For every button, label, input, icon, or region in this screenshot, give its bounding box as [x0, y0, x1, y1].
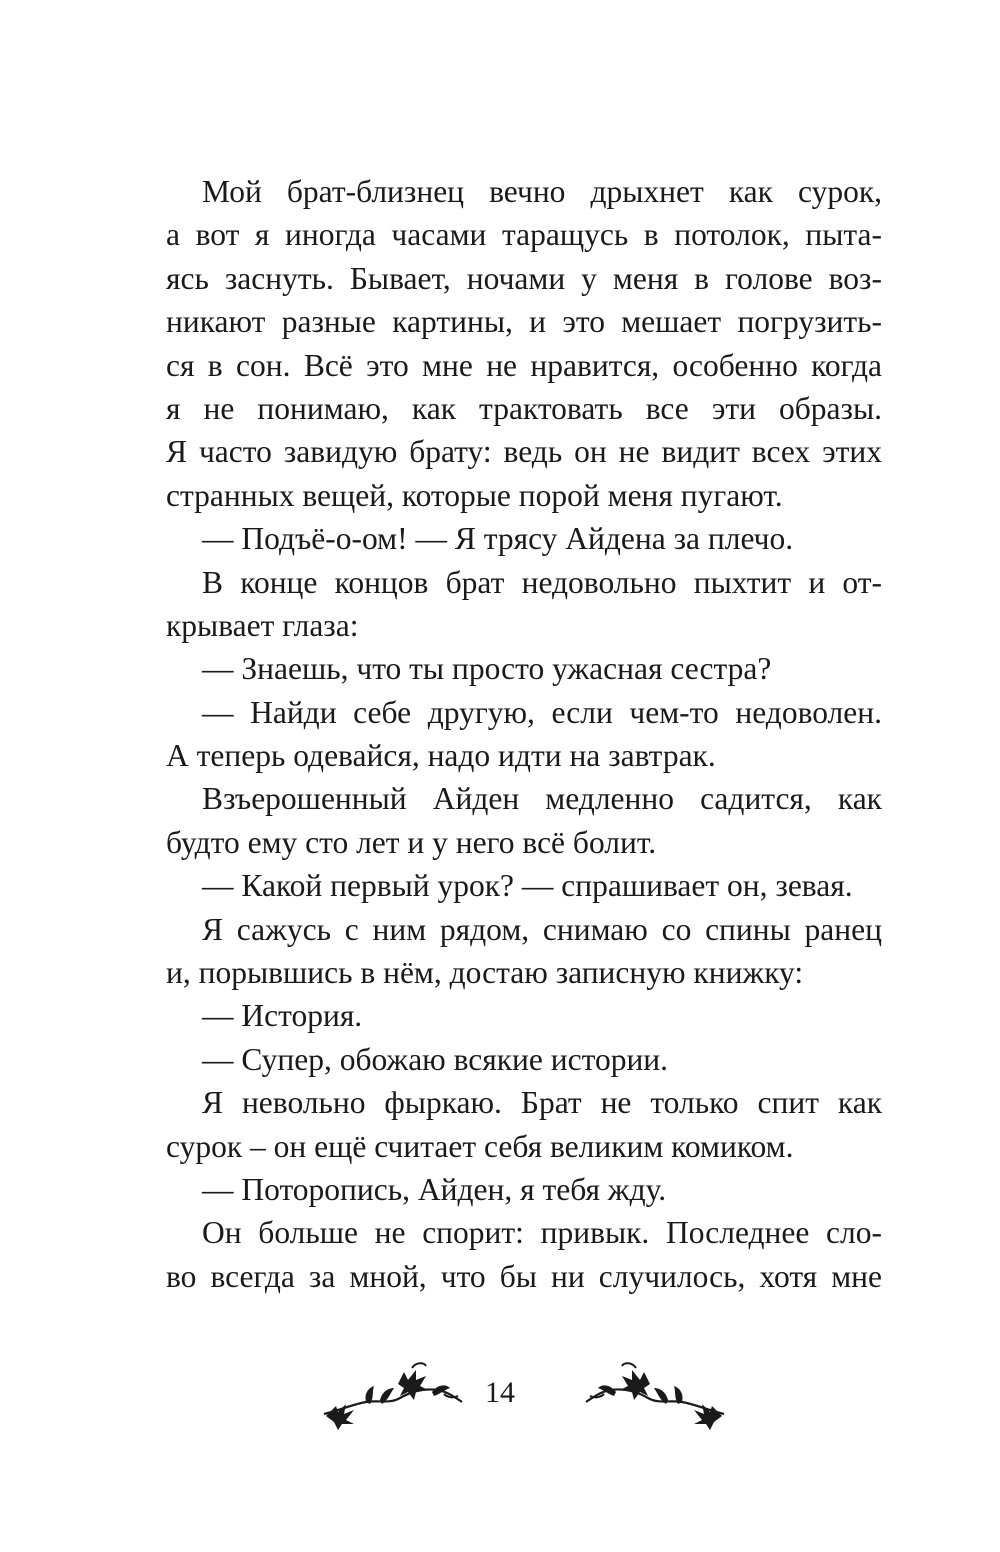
text-line: ся в сон. Всё это мне не нравится, особенно когда: [166, 347, 882, 383]
text-line: во всегда за мной, что бы ни случилось, хотя мне: [166, 1258, 882, 1294]
text-line: — Какой первый урок? — спрашивает он, зевая.: [202, 868, 853, 904]
text-line: Я часто завидую брату: ведь он не видит всех этих: [166, 434, 882, 470]
text-line: ясь заснуть. Бывает, ночами у меня в голове воз-: [166, 260, 882, 296]
text-line: и, порывшись в нём, достаю записную книжку:: [166, 955, 804, 991]
text-line: сурок – он ещё считает себя великим комиком.: [166, 1128, 794, 1164]
text-line: а вот я иногда часами таращусь в потолок, пыта-: [166, 217, 882, 253]
text-line: — История.: [202, 998, 363, 1034]
text-line: В конце концов брат недовольно пыхтит и от-: [202, 564, 882, 600]
text-line: никают разные картины, и это мешает погрузить-: [166, 304, 882, 340]
text-line: Мой брат-близнец вечно дрыхнет как сурок,: [202, 174, 882, 209]
text-line: я не понимаю, как трактовать все эти образы.: [166, 390, 882, 426]
text-line: — Знаешь, что ты просто ужасная сестра?: [202, 651, 772, 687]
text-line: — Найди себе другую, если чем-то недоволен.: [202, 694, 882, 730]
text-line: Я невольно фыркаю. Брат не только спит как: [202, 1085, 882, 1121]
text-line: — Подъё-о-ом! — Я трясу Айдена за плечо.: [202, 521, 794, 557]
text-line: — Поторопись, Айден, я тебя жду.: [202, 1171, 667, 1207]
page-footer: [0, 1358, 1000, 1438]
text-line: — Супер, обожаю всякие истории.: [202, 1041, 669, 1077]
vine-ornament-right-icon: [578, 1358, 728, 1438]
text-line: будто ему сто лет и у него всё болит.: [166, 824, 657, 860]
text-line: Он больше не спорит: привык. Последнее сло-: [202, 1215, 882, 1251]
text-line: Взъерошенный Айден медленно садится, как: [202, 781, 882, 817]
text-line: Я сажусь с ним рядом, снимаю со спины ранец: [202, 911, 882, 947]
body-text: [166, 170, 882, 1298]
text-line: А теперь одевайся, надо идти на завтрак.: [166, 738, 716, 774]
text-line: крывает глаза:: [166, 607, 359, 643]
text-line: странных вещей, которые порой меня пугают.: [166, 477, 783, 513]
page-number: 14: [485, 1376, 515, 1409]
